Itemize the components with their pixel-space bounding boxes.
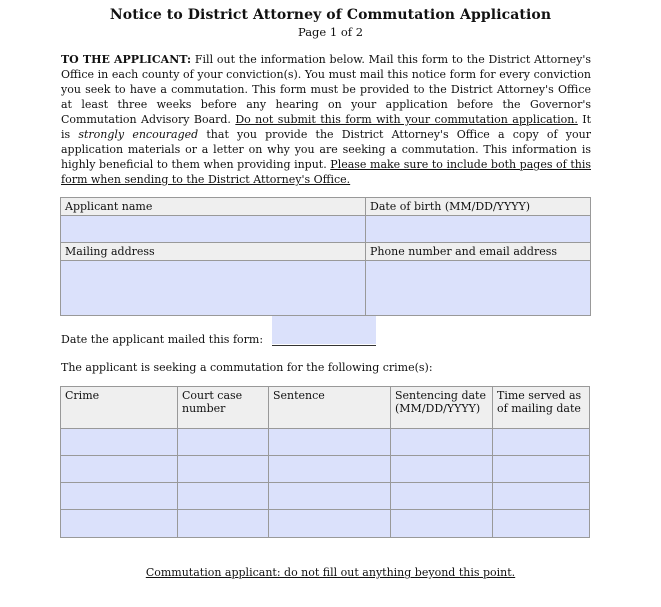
sentencing-date-cell[interactable] [391, 429, 493, 456]
time-served-cell[interactable] [493, 456, 590, 483]
applicant-info-table [60, 197, 591, 316]
table-row [61, 483, 590, 510]
sentence-cell[interactable] [269, 429, 391, 456]
court-case-number-cell[interactable] [178, 429, 269, 456]
crime-header: Crime [61, 387, 178, 429]
applicant-instructions [61, 52, 591, 187]
table-row [61, 429, 590, 456]
form-title: Notice to District Attorney of Commutation Application [109, 7, 552, 23]
sentencing-date-cell[interactable] [391, 510, 493, 538]
date-mailed-field[interactable] [272, 316, 376, 344]
table-row [61, 456, 590, 483]
instructions-text-1: Fill out the information below. Mail this form to the District Attorney's Office in each county of your conviction(s). You must mail this notice form for every conviction you seek to have a commutation. This form must be provided to the District Attorney's Office at least three weeks before any hearing on your application before the Governor's Commutation Advisory Board. [61, 53, 592, 126]
crime-cell[interactable] [61, 510, 178, 538]
sentencing-date-cell[interactable] [391, 483, 493, 510]
time-served-cell[interactable] [493, 483, 590, 510]
sentencing-date-cell[interactable] [391, 456, 493, 483]
phone-email-field[interactable] [366, 261, 591, 316]
date-of-birth-label: Date of birth (MM/DD/YYYY) [366, 198, 591, 216]
crime-cell[interactable] [61, 429, 178, 456]
time-served-cell[interactable] [493, 510, 590, 538]
instructions-emphasis: strongly encouraged [78, 128, 199, 141]
crimes-intro: The applicant is seeking a commutation for the following crime(s): [61, 361, 433, 374]
sentence-cell[interactable] [269, 456, 391, 483]
instructions-underlined-2: Please make sure to include both pages of this form when sending to the District Attorney's Office. [61, 158, 591, 186]
applicant-name-label: Applicant name [61, 198, 366, 216]
instructions-text-3: that you provide the District Attorney's Office a copy of your application materials or a letter on why you are seeking a commutation. This information is highly beneficial to them when providing input. [61, 128, 591, 171]
applicant-name-field[interactable] [61, 216, 366, 243]
sentencing-date-header: Sentencing date (MM/DD/YYYY) [391, 387, 493, 429]
court-case-number-cell[interactable] [178, 456, 269, 483]
instructions-lead: TO THE APPLICANT: [61, 53, 192, 66]
date-mailed-underline [272, 345, 376, 346]
page-indicator: Page 1 of 2 [297, 25, 364, 39]
time-served-header: Time served as of mailing date [493, 387, 590, 429]
crime-cell[interactable] [61, 483, 178, 510]
sentence-cell[interactable] [269, 510, 391, 538]
sentence-cell[interactable] [269, 483, 391, 510]
crime-cell[interactable] [61, 456, 178, 483]
court-case-number-cell[interactable] [178, 483, 269, 510]
sentence-header: Sentence [269, 387, 391, 429]
date-of-birth-field[interactable] [366, 216, 591, 243]
court-case-number-header: Court case number [178, 387, 269, 429]
crimes-table [60, 386, 590, 538]
instructions-underlined-1: Do not submit this form with your commutation application. [235, 113, 578, 126]
mailing-address-label: Mailing address [61, 243, 366, 261]
table-row [61, 510, 590, 538]
court-case-number-cell[interactable] [178, 510, 269, 538]
footer-note: Commutation applicant: do not fill out anything beyond this point. [145, 566, 516, 579]
time-served-cell[interactable] [493, 429, 590, 456]
instructions-text-2: It is [61, 113, 591, 141]
date-mailed-label: Date the applicant mailed this form: [61, 333, 264, 346]
phone-email-label: Phone number and email address [366, 243, 591, 261]
mailing-address-field[interactable] [61, 261, 366, 316]
